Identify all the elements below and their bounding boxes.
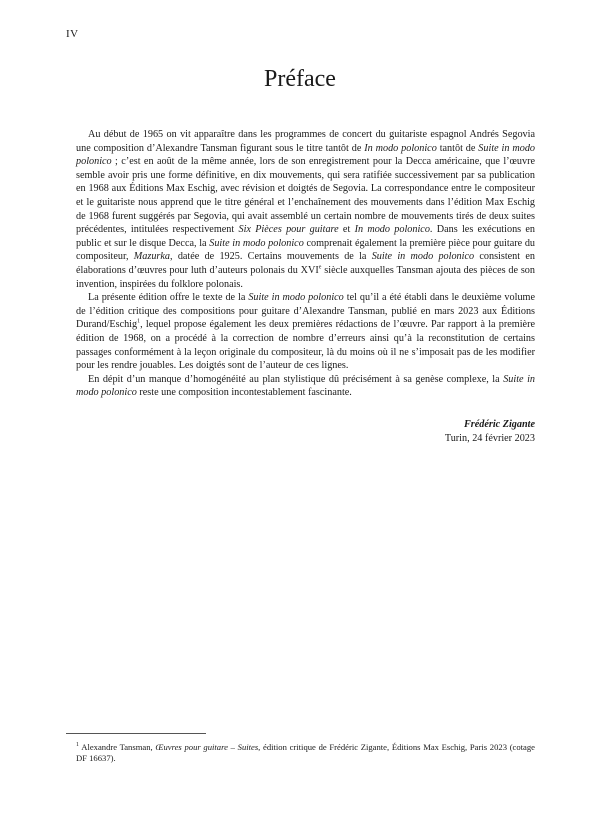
footnote-rule (66, 733, 206, 734)
text-run: En dépit d’un manque d’homogénéité au plan stylistique dû précisément à sa genèse complexe, la (88, 373, 504, 385)
italic-run: Suite in modo polonico (209, 237, 304, 249)
italic-run: Suite in modo polonico (371, 251, 475, 263)
paragraph-3 (76, 373, 535, 400)
text-run: Alexandre Tansman, (81, 741, 156, 752)
italic-run: In modo polonico (364, 142, 437, 154)
text-run: tantôt de (436, 142, 479, 154)
italic-run: Suite in modo polonico (76, 142, 536, 168)
text-run: siècle auxquelles Tansman ajouta des pièces de son invention, inspirées du folklore polonais. (76, 264, 535, 290)
text-run: reste une composition incontestablement fascinante. (136, 387, 352, 399)
text-run: , édition critique de Frédéric Zigante, Éditions Max Eschig, Paris 2023 (cotage DF 16637). (76, 741, 535, 764)
text-run: . Dans les exécutions en public et sur le disque Decca, la (76, 224, 536, 249)
footnote-text (76, 742, 535, 764)
text-run: tel qu’il a été établi dans le deuxième volume de l’édition critique des compositions pour guitare d’Alexandre Tansman, publié en mars 2023 aux Éditions Durand/Eschig (76, 292, 535, 331)
page-title: Préface (264, 66, 336, 92)
italic-run: Suite in modo polonico (248, 292, 344, 304)
preface-body (76, 128, 535, 400)
italic-run: Mazurka (133, 251, 170, 263)
superscript-run: 1 (137, 318, 141, 325)
text-run: La présente édition offre le texte de la (88, 292, 249, 304)
text-run: , datée de 1925. Certains mouvements de la (170, 251, 372, 263)
italic-run: Six Pièces pour guitare (238, 224, 339, 236)
italic-run: Suite in modo polonico (76, 373, 536, 399)
text-run: et (338, 224, 355, 236)
footnote (76, 740, 535, 765)
paragraph-2 (76, 291, 535, 373)
author-name: Frédéric Zigante (463, 419, 535, 430)
footnote-mark: 1 (76, 742, 79, 748)
text-run: consistent en élaborations d’œuvres pour luth d’auteurs polonais du XVI (76, 251, 535, 276)
place-date: Turin, 24 février 2023 (444, 432, 535, 444)
signature-block (445, 418, 535, 445)
text-run: , lequel propose également les deux premières rédactions de l’œuvre. Par rapport à la première édition de 1968, on a procédé à la correction de nombre d’erreurs ainsi qu’à la reconstitution de certains passages conformément à la leçon originale du compositeur, là du moins où il ne s’imposait pas de les modifier pour les rendre jouables. Les doigtés sont de l’auteur de ces lignes. (76, 319, 535, 372)
italic-run: In modo polonico (354, 224, 430, 236)
text-run: ; c’est en août de la même année, lors de son enregistrement pour la Decca américaine, que l’œuvre semble avoir pris une forme définitive, en dix mouvements, qui sera ratifiée successivement par sa publication en 1968 aux Éditions Max Eschig, avec révision et doigtés de Segovia. La correspondance entre le compositeur et le guitariste nous apprend que le titre général et l’enchaînement des mouvements dans l’édition Max Eschig de 1968 furent suggérés par Segovia, qui avait assemblé un certain nombre de mouvements tirés de deux suites précédentes, intitulées respectivement (76, 156, 535, 236)
page-number: IV (66, 28, 79, 40)
text-run: Au début de 1965 on vit apparaître dans les programmes de concert du guitariste espagnol Andrés Segovia une composition d’Alexandre Tansman figurant sous le titre tantôt de (76, 129, 535, 154)
superscript-run: e (318, 264, 322, 271)
italic-run: Œuvres pour guitare – Suites (155, 741, 259, 752)
text-run: comprenait également la première pièce pour guitare du compositeur, (76, 237, 536, 263)
paragraph-1 (76, 128, 535, 291)
